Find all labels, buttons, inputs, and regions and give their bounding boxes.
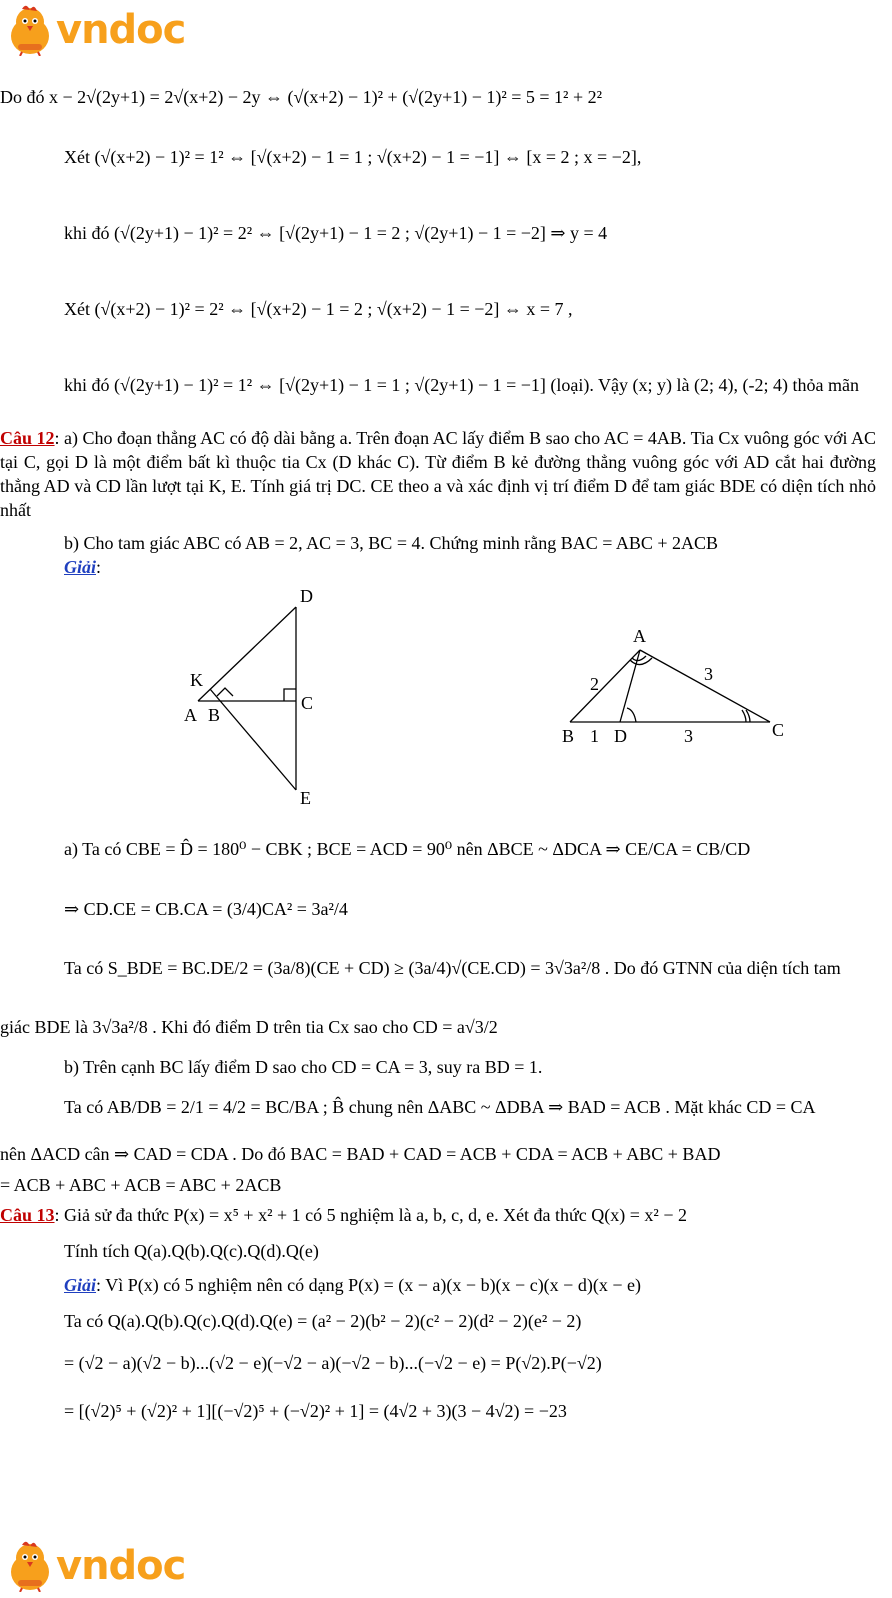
cau13-problem bbox=[0, 1204, 687, 1226]
label-dc: 3 bbox=[684, 726, 693, 746]
label-A: A bbox=[633, 626, 646, 646]
label-bd: 1 bbox=[590, 726, 599, 746]
sol12-line-2: ⇒ CD.CE = CB.CA = (3/4)CA² = 3a²/4 bbox=[64, 899, 348, 919]
sol12-line-7: nên ΔACD cân ⇒ CAD = CDA . Do đó BAC = BAD + CAD = ACB + CDA = ACB + ABC + BAD bbox=[0, 1144, 721, 1164]
line-4: Xét (√(x+2) − 1)² = 2² ⇔ [√(x+2) − 1 = 2 ; √(x+2) − 1 = −2] ⇔ x = 7 , bbox=[64, 299, 573, 319]
vndoc-logo-top[interactable] bbox=[4, 4, 185, 56]
cau12-text: : a) Cho đoạn thẳng AC có độ dài bằng a. Trên đoạn AC lấy điểm B sao cho AC = 4AB. Tia Cx vuông góc với AC tại C, gọi D là một điểm bất kì thuộc tia Cx (D khác C). Từ điểm B kẻ đường thẳng vuông góc với AD cắt hai đường thẳng AD và CD lần lượt tại K, E. Tính giá trị DC. CE theo a và xác định vị trí điểm D để tam giác BDE có diện tích nhỏ nhất bbox=[0, 428, 877, 520]
label-B: B bbox=[562, 726, 575, 746]
cau13-label: Câu 13 bbox=[0, 1205, 55, 1225]
line-1: Do đó x − 2√(2y+1) = 2√(x+2) − 2y ⇔ (√(x+2) − 1)² + (√(2y+1) − 1)² = 5 = 1² + 2² bbox=[0, 87, 602, 107]
giai-label: Giải bbox=[64, 557, 97, 577]
label-C: C bbox=[772, 720, 785, 740]
sol12-line-6: Ta có AB/DB = 2/1 = 4/2 = BC/BA ; B̂ chung nên ΔABC ~ ΔDBA ⇒ BAD = ACB . Mặt khác CD = CA bbox=[64, 1097, 816, 1117]
angle-arc-c2 bbox=[742, 710, 746, 722]
label-ac: 3 bbox=[704, 664, 713, 684]
figure-2 bbox=[552, 622, 802, 752]
brand-name: vndoc bbox=[56, 7, 186, 53]
sol12-line-8: = ACB + ABC + ACB = ABC + 2ACB bbox=[0, 1175, 282, 1195]
line-kbe bbox=[210, 689, 296, 790]
vndoc-logo-bottom[interactable] bbox=[4, 1540, 185, 1592]
sol12-line-1: a) Ta có CBE = D̂ = 180⁰ − CBK ; BCE = ACD = 90⁰ nên ΔBCE ~ ΔDCA ⇒ CE/CA = CB/CD bbox=[64, 839, 751, 859]
cau13-line-5: = (√2 − a)(√2 − b)...(√2 − e)(−√2 − a)(−√2 − b)...(−√2 − e) = P(√2).P(−√2) bbox=[64, 1353, 602, 1373]
side-ac bbox=[640, 650, 770, 722]
cau13-line-3 bbox=[64, 1274, 641, 1296]
line-ad bbox=[198, 607, 296, 701]
cau13-text: : Giả sử đa thức P(x) = x⁵ + x² + 1 có 5 nghiệm là a, b, c, d, e. Xét đa thức Q(x) = x² − 2 bbox=[54, 1205, 687, 1225]
label-D: D bbox=[614, 726, 627, 746]
chick-mascot-icon bbox=[4, 4, 54, 56]
angle-arc-c1 bbox=[746, 710, 750, 722]
giai-colon: : bbox=[96, 557, 102, 577]
cau13-line-2: Tính tích Q(a).Q(b).Q(c).Q(d).Q(e) bbox=[64, 1241, 319, 1261]
cau13-giai-text: : Vì P(x) có 5 nghiệm nên có dạng P(x) = (x − a)(x − b)(x − c)(x − d)(x − e) bbox=[96, 1275, 641, 1295]
sol12-line-5: b) Trên cạnh BC lấy điểm D sao cho CD = CA = 3, suy ra BD = 1. bbox=[64, 1057, 543, 1077]
right-angle-c bbox=[284, 689, 296, 701]
cau12-giai bbox=[64, 556, 101, 578]
cau12-problem bbox=[0, 426, 876, 522]
chick-mascot-icon bbox=[4, 1540, 54, 1592]
sol12-line-3: Ta có S_BDE = BC.DE/2 = (3a/8)(CE + CD) ≥ (3a/4)√(CE.CD) = 3√3a²/8 . Do đó GTNN của diện tích tam bbox=[64, 958, 841, 978]
label-E: E bbox=[300, 788, 311, 808]
cau13-line-6: = [(√2)⁵ + (√2)² + 1][(−√2)⁵ + (−√2)² + 1] = (4√2 + 3)(3 − 4√2) = −23 bbox=[64, 1401, 567, 1421]
giai-label: Giải bbox=[64, 1275, 97, 1295]
line-3: khi đó (√(2y+1) − 1)² = 2² ⇔ [√(2y+1) − 1 = 2 ; √(2y+1) − 1 = −2] ⇒ y = 4 bbox=[64, 223, 608, 243]
label-A: A bbox=[184, 705, 197, 725]
label-D: D bbox=[300, 586, 313, 606]
angle-arc-d bbox=[627, 708, 636, 722]
label-C: C bbox=[301, 693, 314, 713]
cau12-part-b: b) Cho tam giác ABC có AB = 2, AC = 3, BC = 4. Chứng minh rằng BAC = ABC + 2ACB bbox=[64, 533, 719, 553]
figure-1 bbox=[170, 585, 340, 810]
right-angle-k bbox=[217, 688, 233, 696]
label-K: K bbox=[190, 670, 203, 690]
sol12-line-4: giác BDE là 3√3a²/8 . Khi đó điểm D trên tia Cx sao cho CD = a√3/2 bbox=[0, 1017, 498, 1037]
brand-name: vndoc bbox=[56, 1543, 186, 1589]
line-5: khi đó (√(2y+1) − 1)² = 1² ⇔ [√(2y+1) − 1 = 1 ; √(2y+1) − 1 = −1] (loại). Vậy (x; y) là (2; 4), (-2; 4) thỏa mãn bbox=[64, 375, 859, 395]
cau13-line-4: Ta có Q(a).Q(b).Q(c).Q(d).Q(e) = (a² − 2)(b² − 2)(c² − 2)(d² − 2)(e² − 2) bbox=[64, 1311, 582, 1331]
label-ab: 2 bbox=[590, 674, 599, 694]
cau12-label: Câu 12 bbox=[0, 428, 55, 448]
label-B: B bbox=[208, 705, 221, 725]
line-2: Xét (√(x+2) − 1)² = 1² ⇔ [√(x+2) − 1 = 1 ; √(x+2) − 1 = −1] ⇔ [x = 2 ; x = −2], bbox=[64, 147, 642, 167]
